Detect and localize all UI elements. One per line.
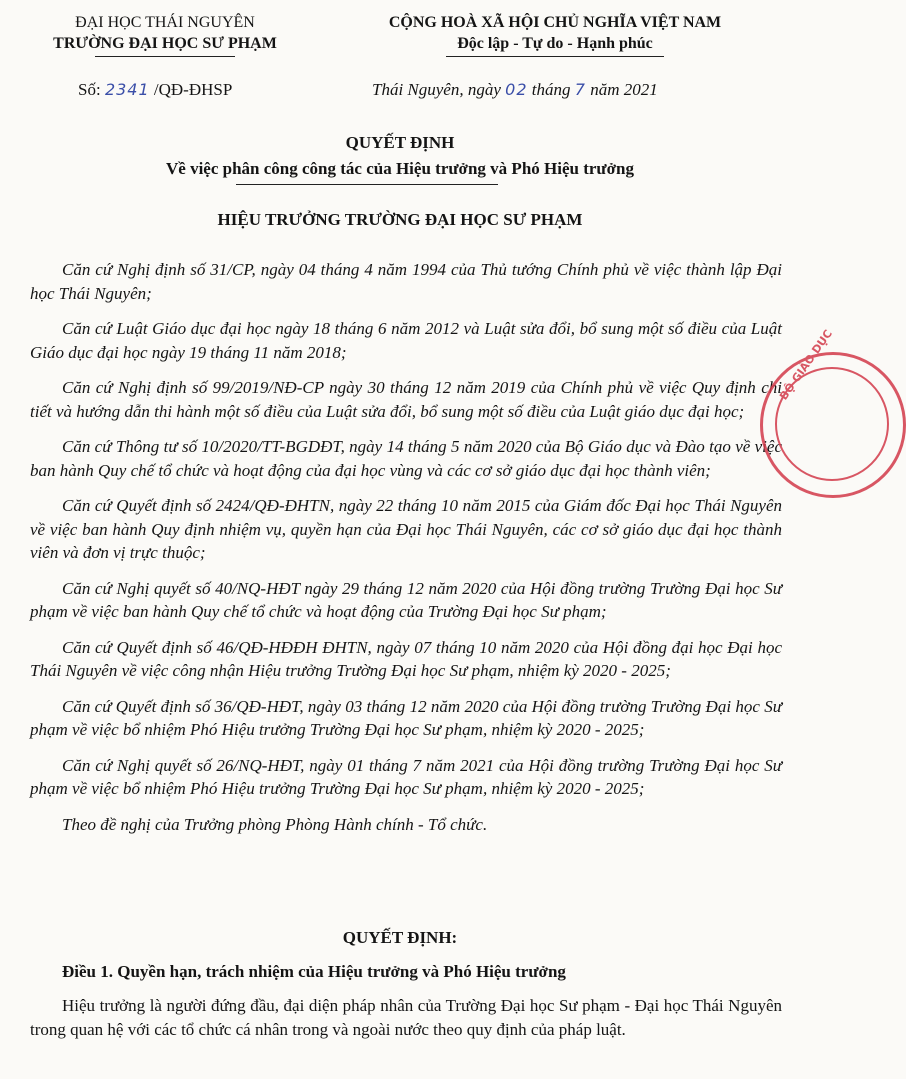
motto-underline xyxy=(446,56,664,57)
org-underline xyxy=(95,56,235,57)
document-type-title: QUYẾT ĐỊNH xyxy=(345,133,455,152)
legal-basis-6: Căn cứ Nghị quyết số 40/NQ-HĐT ngày 29 tháng 12 năm 2020 của Hội đồng trường Trường Đại học Sư phạm về việc ban hành Quy chế tổ chức và hoạt động của Trường Đại học Sư phạm; xyxy=(30,578,782,621)
org-name: TRƯỜNG ĐẠI HỌC SƯ PHẠM xyxy=(53,35,277,52)
document-subject: Về việc phân công công tác của Hiệu trưởng và Phó Hiệu trưởng xyxy=(166,159,634,178)
place-date xyxy=(372,80,658,100)
handwritten-number: 2341 xyxy=(104,80,150,99)
subject-underline xyxy=(236,184,498,185)
reference-row xyxy=(0,80,800,106)
legal-basis-3: Căn cứ Nghị định số 99/2019/NĐ-CP ngày 30 tháng 12 năm 2019 của Chính phủ về việc Quy định chi tiết và hướng dẫn thi hành một số điều của Luật sửa đổi, bổ sung một số điều của Luật giáo dục đại học; xyxy=(30,378,782,421)
article-1-paragraph: Hiệu trưởng là người đứng đầu, đại diện pháp nhân của Trường Đại học Sư phạm - Đại học Thái Nguyên trong quan hệ với các tổ chức cá nhân trong và ngoài nước theo quy định của pháp luật. xyxy=(30,996,782,1039)
proposal-line: Theo đề nghị của Trưởng phòng Phòng Hành chính - Tổ chức. xyxy=(62,814,488,834)
year-text: năm 2021 xyxy=(585,80,658,99)
number-prefix: Số: xyxy=(78,80,105,99)
legal-basis-8: Căn cứ Quyết định số 36/QĐ-HĐT, ngày 03 tháng 12 năm 2020 của Hội đồng trường Trường Đại học Sư phạm về việc bổ nhiệm Phó Hiệu trưởng Trường Đại học Sư phạm, nhiệm kỳ 2020 - 2025; xyxy=(30,696,782,739)
handwritten-month: 7 xyxy=(574,80,586,99)
place-date-prefix: Thái Nguyên, ngày xyxy=(372,80,506,99)
article-1-heading: Điều 1. Quyền hạn, trách nhiệm của Hiệu trưởng và Phó Hiệu trưởng xyxy=(62,962,566,981)
month-word: tháng xyxy=(527,80,575,99)
org-parent-name: ĐẠI HỌC THÁI NGUYÊN xyxy=(75,14,255,31)
issuing-authority: HIỆU TRƯỞNG TRƯỜNG ĐẠI HỌC SƯ PHẠM xyxy=(217,210,583,229)
handwritten-day: 02 xyxy=(505,80,528,99)
document-number xyxy=(78,80,232,100)
legal-basis-7: Căn cứ Quyết định số 46/QĐ-HĐĐH ĐHTN, ngày 07 tháng 10 năm 2020 của Hội đồng đại học Đại học Thái Nguyên về việc công nhận Hiệu trưởng Trường Đại học Sư phạm, nhiệm kỳ 2020 - 2025; xyxy=(30,637,782,680)
legal-bases xyxy=(30,258,782,848)
issuing-organization xyxy=(30,12,300,57)
legal-basis-4: Căn cứ Thông tư số 10/2020/TT-BGDĐT, ngày 14 tháng 5 năm 2020 của Bộ Giáo dục và Đào tạo về việc ban hành Quy chế tổ chức và hoạt động của đại học vùng và các cơ sở giáo dục đại học thành viên; xyxy=(30,437,782,480)
legal-basis-5: Căn cứ Quyết định số 2424/QĐ-ĐHTN, ngày 22 tháng 10 năm 2015 của Giám đốc Đại học Thái Nguyên về việc ban hành Quy định nhiệm vụ, quyền hạn của Đại học Thái Nguyên, các cơ sở giáo dục đại học thành viên và đơn vị trực thuộc; xyxy=(30,496,782,562)
legal-basis-2: Căn cứ Luật Giáo dục đại học ngày 18 tháng 6 năm 2012 và Luật sửa đổi, bổ sung một số điều của Luật Giáo dục đại học ngày 19 tháng 11 năm 2018; xyxy=(30,319,782,362)
decision-heading: QUYẾT ĐỊNH: xyxy=(342,928,458,947)
official-stamp xyxy=(760,327,906,498)
stamp-text: BỘ GIÁO DỤC xyxy=(777,327,835,403)
national-motto xyxy=(318,12,792,57)
number-suffix: /QĐ-ĐHSP xyxy=(149,80,233,99)
legal-basis-9: Căn cứ Nghị quyết số 26/NQ-HĐT, ngày 01 tháng 7 năm 2021 của Hội đồng trường Trường Đại học Sư phạm về việc bổ nhiệm Phó Hiệu trưởng Trường Đại học Sư phạm, nhiệm kỳ 2020 - 2025; xyxy=(30,755,782,798)
legal-basis-1: Căn cứ Nghị định số 31/CP, ngày 04 tháng 4 năm 1994 của Thủ tướng Chính phủ về việc thành lập Đại học Thái Nguyên; xyxy=(30,260,782,303)
nation-motto: Độc lập - Tự do - Hạnh phúc xyxy=(457,35,653,52)
nation-name: CỘNG HOÀ XÃ HỘI CHỦ NGHĨA VIỆT NAM xyxy=(388,14,722,31)
